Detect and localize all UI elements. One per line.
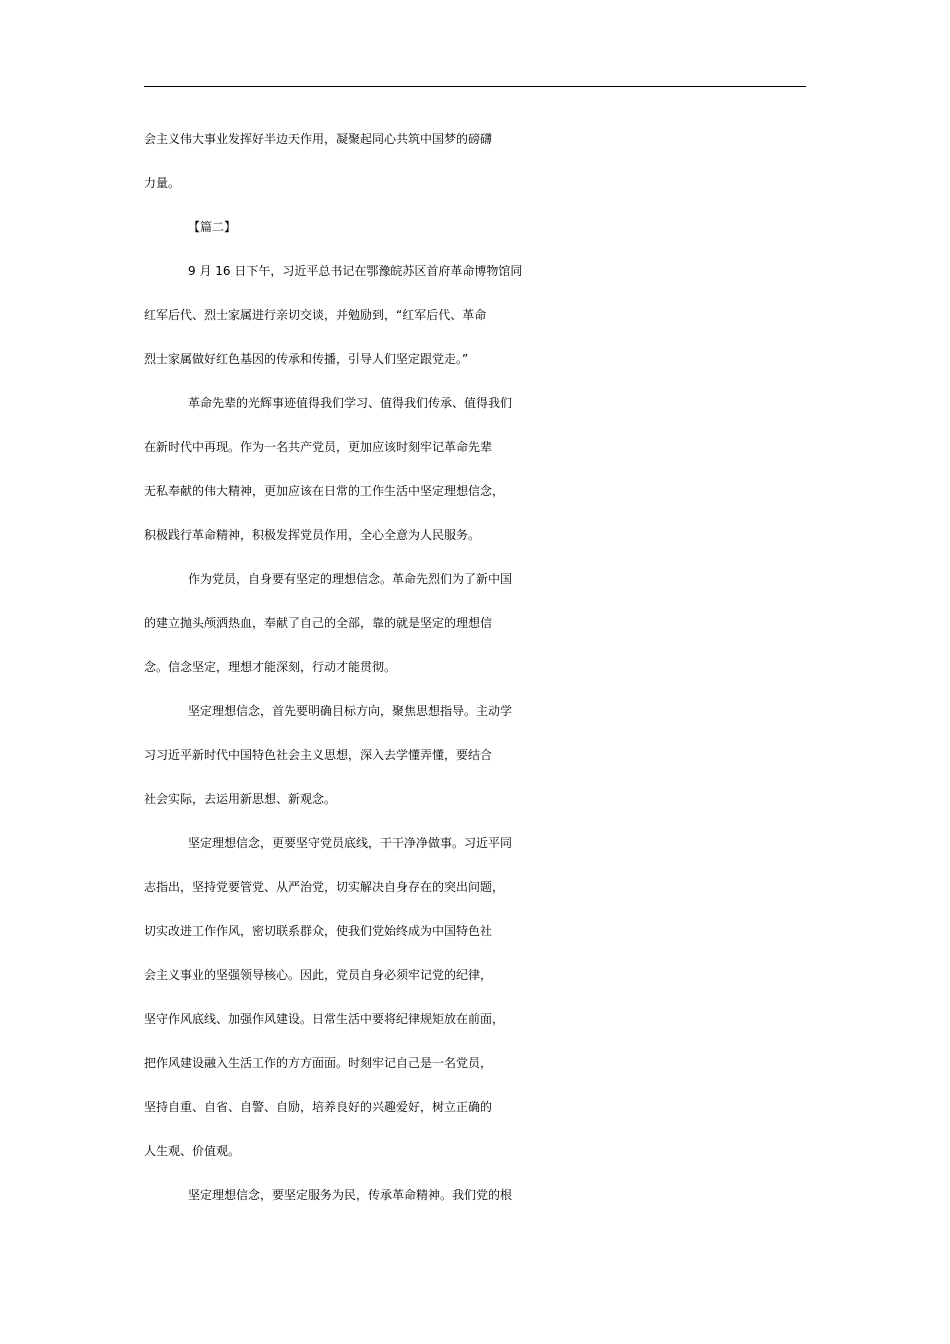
text-line: 在新时代中再现。作为一名共产党员，更加应该时刻牢记革命先辈: [144, 440, 493, 454]
text-line: 革命先辈的光辉事迹值得我们学习、值得我们传承、值得我们: [188, 396, 513, 410]
text-line: 红军后代、烈士家属进行亲切交谈，并勉励到，“红军后代、革命: [144, 308, 487, 322]
text-line: 的建立抛头颅洒热血，奉献了自己的全部，靠的就是坚定的理想信: [144, 616, 493, 630]
text-line: 作为党员，自身要有坚定的理想信念。革命先烈们为了新中国: [188, 572, 513, 586]
text-line: 人生观、价值观。: [144, 1144, 241, 1158]
text-line: 积极践行革命精神，积极发挥党员作用，全心全意为人民服务。: [144, 528, 481, 542]
text-line: 坚定理想信念，首先要明确目标方向，聚焦思想指导。主动学: [188, 704, 513, 718]
text-line: 坚持自重、自省、自警、自励，培养良好的兴趣爱好，树立正确的: [144, 1100, 493, 1114]
text-line: 坚定理想信念，更要坚守党员底线，干干净净做事。习近平同: [188, 836, 513, 850]
text-line: 坚守作风底线、加强作风建设。日常生活中要将纪律规矩放在前面，: [144, 1012, 505, 1026]
text-line: 切实改进工作作风，密切联系群众，使我们党始终成为中国特色社: [144, 924, 493, 938]
text-line: 习习近平新时代中国特色社会主义思想，深入去学懂弄懂，要结合: [144, 748, 493, 762]
document-body: [144, 117, 824, 1217]
header-rule: [144, 86, 806, 87]
text-line: 【篇二】: [188, 220, 237, 234]
text-line: 会主义事业的坚强领导核心。因此，党员自身必须牢记党的纪律，: [144, 968, 493, 982]
text-line: 会主义伟大事业发挥好半边天作用，凝聚起同心共筑中国梦的磅礴: [144, 132, 493, 146]
text-line: 无私奉献的伟大精神，更加应该在日常的工作生活中坚定理想信念，: [144, 484, 505, 498]
text-line: 烈士家属做好红色基因的传承和传播，引导人们坚定跟党走。”: [144, 352, 469, 366]
text-line: 社会实际，去运用新思想、新观念。: [144, 792, 337, 806]
text-line: 把作风建设融入生活工作的方方面面。时刻牢记自己是一名党员，: [144, 1056, 493, 1070]
text-line: 念。信念坚定，理想才能深刻，行动才能贯彻。: [144, 660, 397, 674]
text-line: 9 月 16 日下午，习近平总书记在鄂豫皖苏区首府革命博物馆同: [188, 264, 523, 278]
text-line: 力量。: [144, 176, 181, 190]
text-line: 志指出，坚持党要管党、从严治党，切实解决自身存在的突出问题，: [144, 880, 505, 894]
text-line: 坚定理想信念，要坚定服务为民，传承革命精神。我们党的根: [188, 1188, 513, 1202]
